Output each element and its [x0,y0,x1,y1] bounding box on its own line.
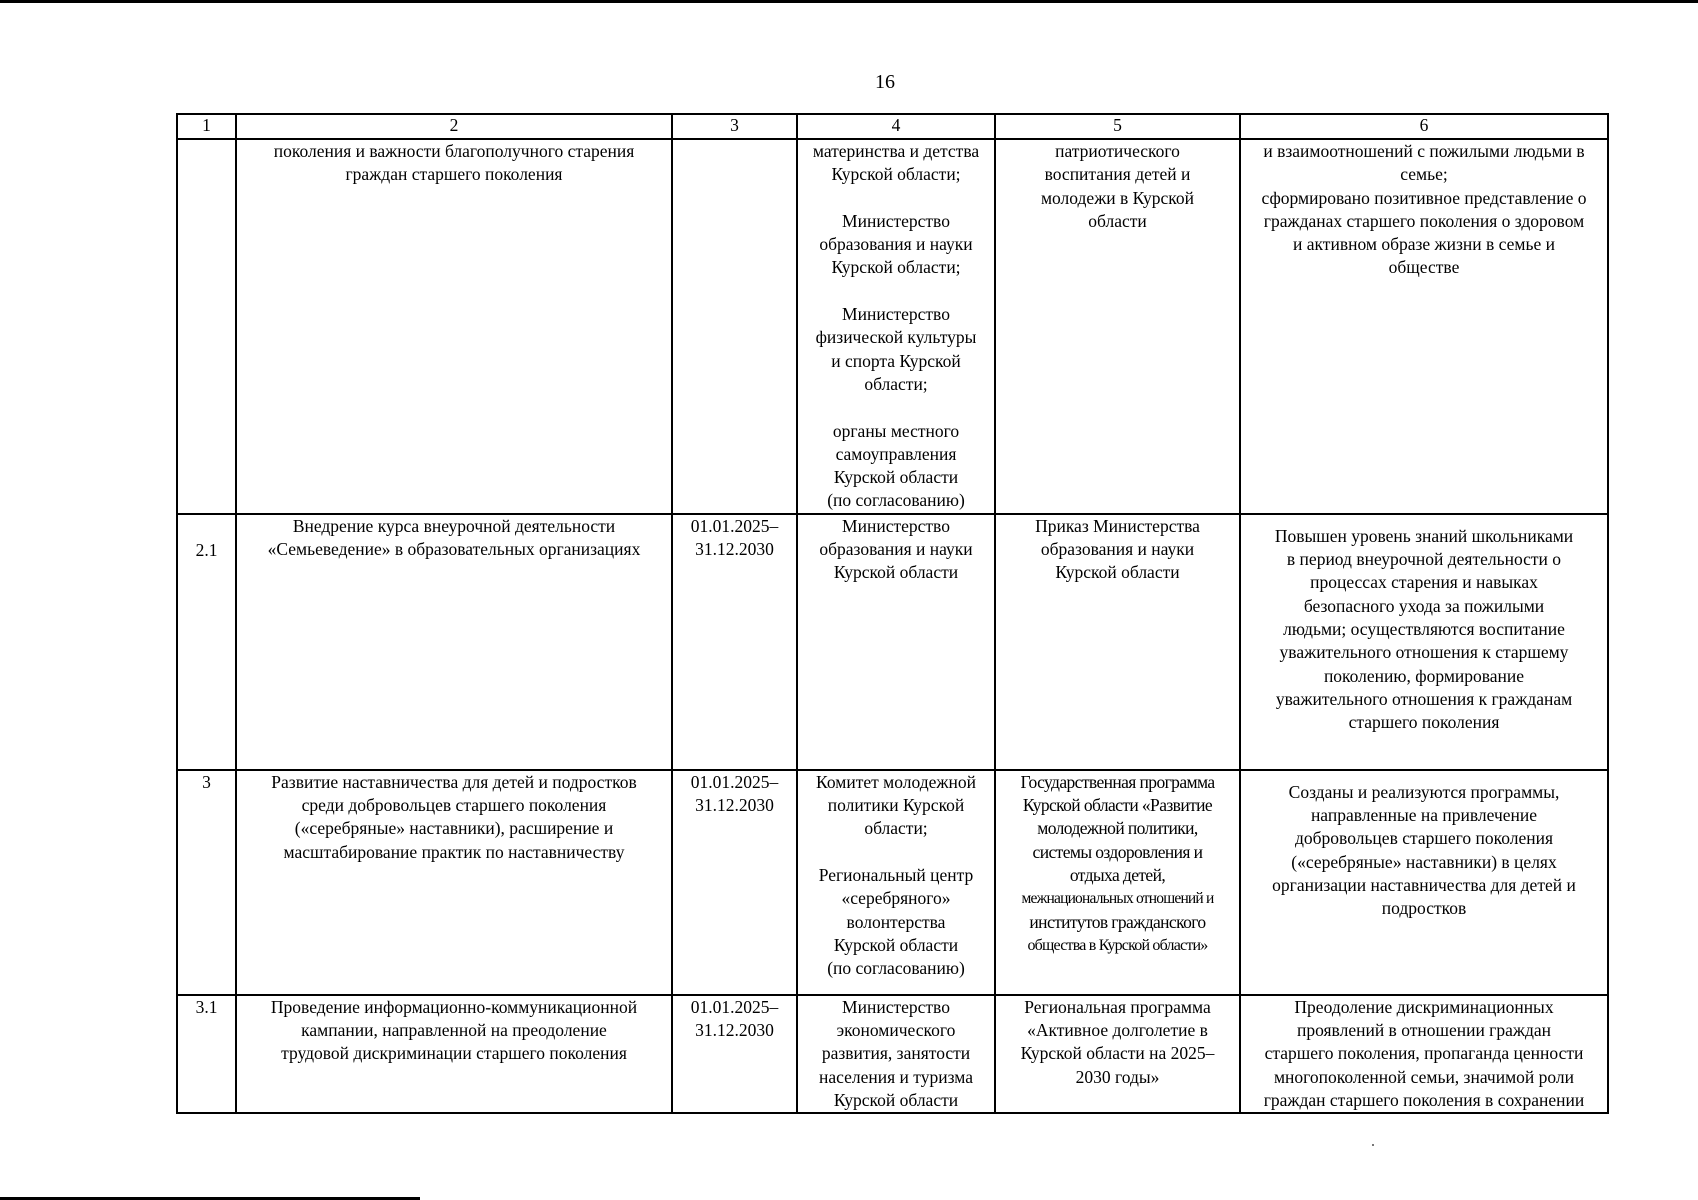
cell-line: («серебряные» наставники) в целях [1291,851,1557,872]
cell-line: образования и науки [819,234,973,255]
header-cell: 5 [995,114,1240,139]
cell-line: области; [864,373,928,394]
cell-line: отдыха детей, [1069,864,1166,885]
cell-line: институтов гражданского [1029,911,1206,932]
header-cell: 6 [1240,114,1608,139]
cell-line: (по согласованию) [827,490,965,511]
header-cell: 1 [177,114,236,139]
cell-line: и спорта Курской [831,350,961,371]
cell-gap [800,396,992,419]
cell-line: среди добровольцев старшего поколения [301,795,607,816]
cell-line: добровольцев старшего поколения [1295,828,1553,849]
cell-line: волонтерства [846,911,946,932]
cell-line: 31.12.2030 [695,795,774,816]
measures-table [176,113,1609,1114]
cell-line: физической культуры [815,327,977,348]
cell-line: кампании, направленной на преодоление [301,1020,607,1041]
header-cell: 4 [797,114,995,139]
cell-line: Курской области [1055,562,1180,583]
cell-line: общества в Курской области» [1027,936,1208,954]
result-cell [1240,995,1608,1113]
executors-cell [797,995,995,1113]
table-row [177,995,1608,1113]
measure-name-cell [236,139,672,514]
measure-name-cell [236,995,672,1113]
cell-line: Преодоление дискриминационных [1294,996,1554,1017]
cell-line: трудовой дискриминации старшего поколения [281,1043,627,1064]
document-cell [995,514,1240,770]
scan-speck [1372,1144,1374,1146]
measure-name-cell [236,770,672,995]
cell-line: Повышен уровень знаний школьниками [1274,525,1574,546]
cell-line: Курской области [833,562,959,583]
cell-line: Курской области [833,467,959,488]
cell-line: самоуправления [835,443,957,464]
result-cell [1240,770,1608,995]
period-cell [672,514,797,770]
table-row [177,770,1608,995]
document-cell [995,139,1240,514]
executors-cell [797,514,995,770]
cell-gap [800,841,992,864]
cell-line: и взаимоотношений с пожилыми людьми в [1263,141,1585,161]
cell-line: 01.01.2025– [690,515,779,536]
cell-line: процессах старения и навыках [1310,572,1538,593]
cell-gap [800,280,992,303]
cell-line: Курской области на 2025– [1020,1043,1215,1064]
table-row [177,139,1608,514]
measure-name-cell [236,514,672,770]
cell-line: области [1088,210,1147,231]
result-cell [1240,139,1608,514]
cell-line: области; [864,818,928,839]
cell-line: молодежи в Курской [1040,187,1195,208]
table-row [177,514,1608,770]
cell-line: уважительного отношения к старшему [1279,642,1569,663]
executors-cell [797,770,995,995]
executors-cell [797,139,995,514]
row-number-cell [177,139,236,514]
row-number-cell: 2.1 [177,514,236,770]
cell-line: проявлений в отношении граждан [1296,1020,1552,1041]
cell-line: безопасного ухода за пожилыми [1303,595,1545,616]
cell-line: граждан старшего поколения в сохранении [1263,1089,1585,1110]
cell-line: в период внеурочной деятельности о [1286,549,1562,570]
cell-line: образования и науки [1040,539,1195,560]
cell-line: поколения и важности благополучного старения [273,141,635,161]
top-border-line [0,0,1698,3]
cell-line: Курской области; [831,257,961,278]
cell-line: «серебряного» [841,888,951,909]
cell-line: материнства и детства [812,141,980,161]
period-cell [672,139,797,514]
cell-line: 01.01.2025– [690,996,779,1017]
cell-line: воспитания детей и [1044,164,1191,185]
cell-line: Государственная программа [1020,771,1215,792]
cell-line: уважительного отношения к гражданам [1275,688,1573,709]
cell-line: населения и туризма [819,1066,973,1087]
cell-line: молодежной политики, [1037,818,1198,839]
cell-line: старшего поколения [1348,712,1500,733]
cell-line: системы оздоровления и [1032,841,1203,862]
cell-line: развития, занятости [821,1043,971,1064]
cell-line: 01.01.2025– [690,771,779,792]
row-number-cell: 3 [177,770,236,995]
cell-line: сформировано позитивное представление о [1261,187,1587,208]
cell-line: Министерство [842,515,950,536]
cell-line: семье; [1400,164,1448,185]
cell-line: обществе [1388,257,1460,278]
cell-line: Развитие наставничества для детей и подростков [271,771,637,792]
cell-gap [800,187,992,210]
cell-line: Комитет молодежной [816,771,976,792]
cell-line: межнациональных отношений и [1021,890,1214,908]
result-cell [1240,514,1608,770]
cell-line: Курской области [833,934,959,955]
cell-line: («серебряные» наставники), расширение и [294,818,614,839]
row-number-cell: 3.1 [177,995,236,1113]
cell-line: многопоколенной семьи, значимой роли [1273,1066,1574,1087]
period-cell [672,995,797,1113]
cell-line: «Активное долголетие в [1027,1020,1208,1041]
cell-line: Министерство [842,210,950,231]
cell-line: 31.12.2030 [695,539,774,560]
cell-line: старшего поколения, пропаганда ценности [1264,1043,1584,1064]
cell-line: политики Курской [827,795,965,816]
cell-line: Курской области «Развитие [1022,795,1213,816]
header-cell: 2 [236,114,672,139]
cell-line: образования и науки [819,539,973,560]
page-number: 16 [875,71,895,93]
cell-line: «Семьеведение» в образовательных организациях [267,539,641,560]
cell-line: органы местного [832,420,960,441]
cell-line: Министерство [842,304,950,325]
cell-line: подростков [1381,898,1467,919]
cell-line: Созданы и реализуются программы, [1288,781,1560,802]
cell-line: Внедрение курса внеурочной деятельности [292,515,616,536]
cell-line: Региональный центр [818,864,974,885]
cell-line: 2030 годы» [1075,1066,1160,1087]
cell-line: людьми; осуществляются воспитание [1283,618,1565,639]
cell-line: Министерство [842,996,950,1017]
cell-line: направленные на привлечение [1310,805,1538,826]
cell-line: Приказ Министерства [1035,515,1200,536]
header-cell: 3 [672,114,797,139]
cell-line: масштабирование практик по наставничеству [283,841,625,862]
cell-line: и активном образе жизни в семье и [1293,234,1555,255]
cell-line: Проведение информационно-коммуникационной [270,996,638,1017]
cell-line: экономического [836,1020,956,1041]
document-cell [995,770,1240,995]
period-cell [672,770,797,995]
cell-line: поколению, формирование [1323,665,1525,686]
cell-line: Региональная программа [1024,996,1211,1017]
cell-line: 31.12.2030 [695,1020,774,1041]
header-row [177,114,1608,139]
cell-line: Курской области; [831,164,961,185]
cell-line: граждан старшего поколения [345,164,563,185]
document-cell [995,995,1240,1113]
cell-line: Курской области [833,1089,959,1110]
cell-line: организации наставничества для детей и [1272,874,1576,895]
cell-line: гражданах старшего поколения о здоровом [1263,210,1585,231]
cell-line: (по согласованию) [827,958,965,979]
cell-line: патриотического [1055,141,1180,161]
